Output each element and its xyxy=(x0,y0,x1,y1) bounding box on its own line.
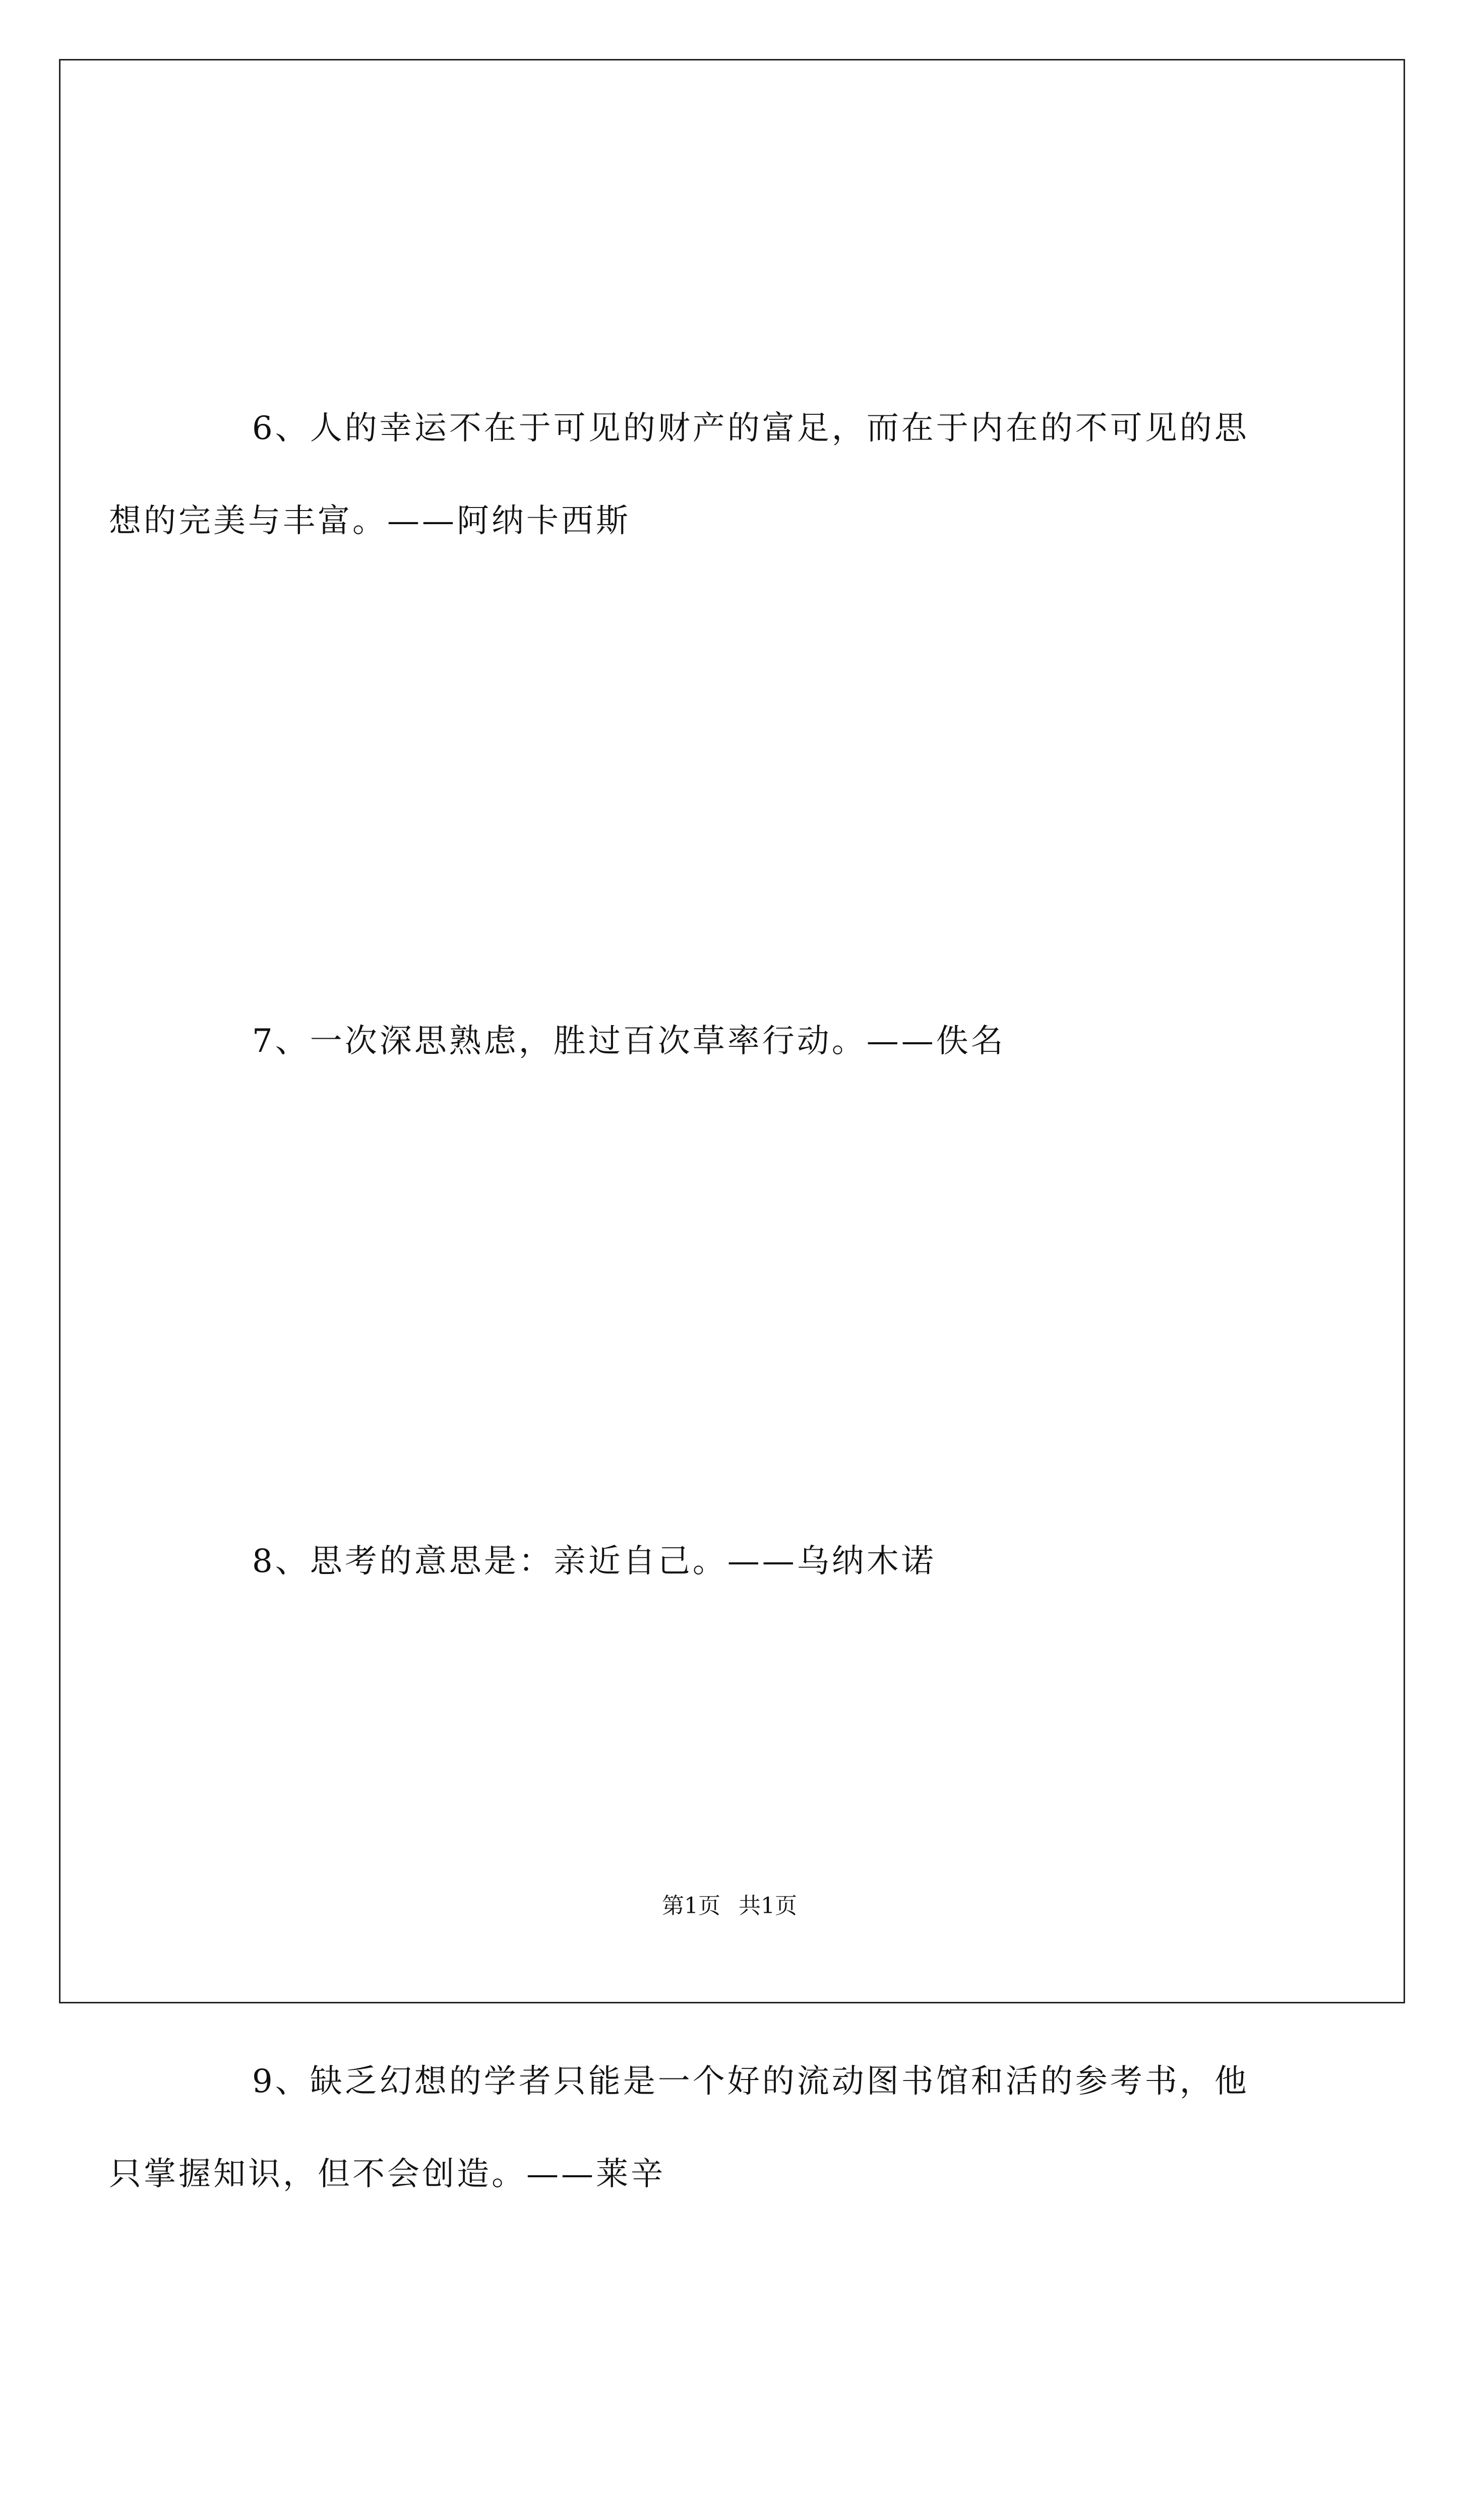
text-line: 只掌握知识，但不会创造。——莱辛 xyxy=(109,2156,665,2193)
text-line: 想的完美与丰富。——阿纳卡西斯 xyxy=(109,502,631,540)
quote-paragraph xyxy=(180,1330,1285,1793)
text-line: 6、人的幸运不在于可见的财产的富足，而在于内在的不可见的思 xyxy=(252,410,1249,447)
text-line: 7、一次深思熟虑，胜过百次草率行动。——佚名 xyxy=(252,1023,1006,1060)
page-footer xyxy=(0,1887,1459,1920)
quote-paragraph xyxy=(180,2463,1285,2520)
document-body xyxy=(109,197,1285,2520)
quote-paragraph xyxy=(180,809,1285,1273)
page-total: 共1页 xyxy=(739,1893,797,1919)
page-number: 第1页 xyxy=(662,1893,720,1919)
quote-paragraph xyxy=(109,1850,1285,2406)
text-line: 9、缺乏幻想的学者只能是一个好的流动图书馆和活的参考书，他 xyxy=(252,2063,1249,2100)
text-line: 8、思考的意思是：亲近自己。——乌纳木诺 xyxy=(252,1543,936,1580)
quote-paragraph xyxy=(109,197,1285,753)
